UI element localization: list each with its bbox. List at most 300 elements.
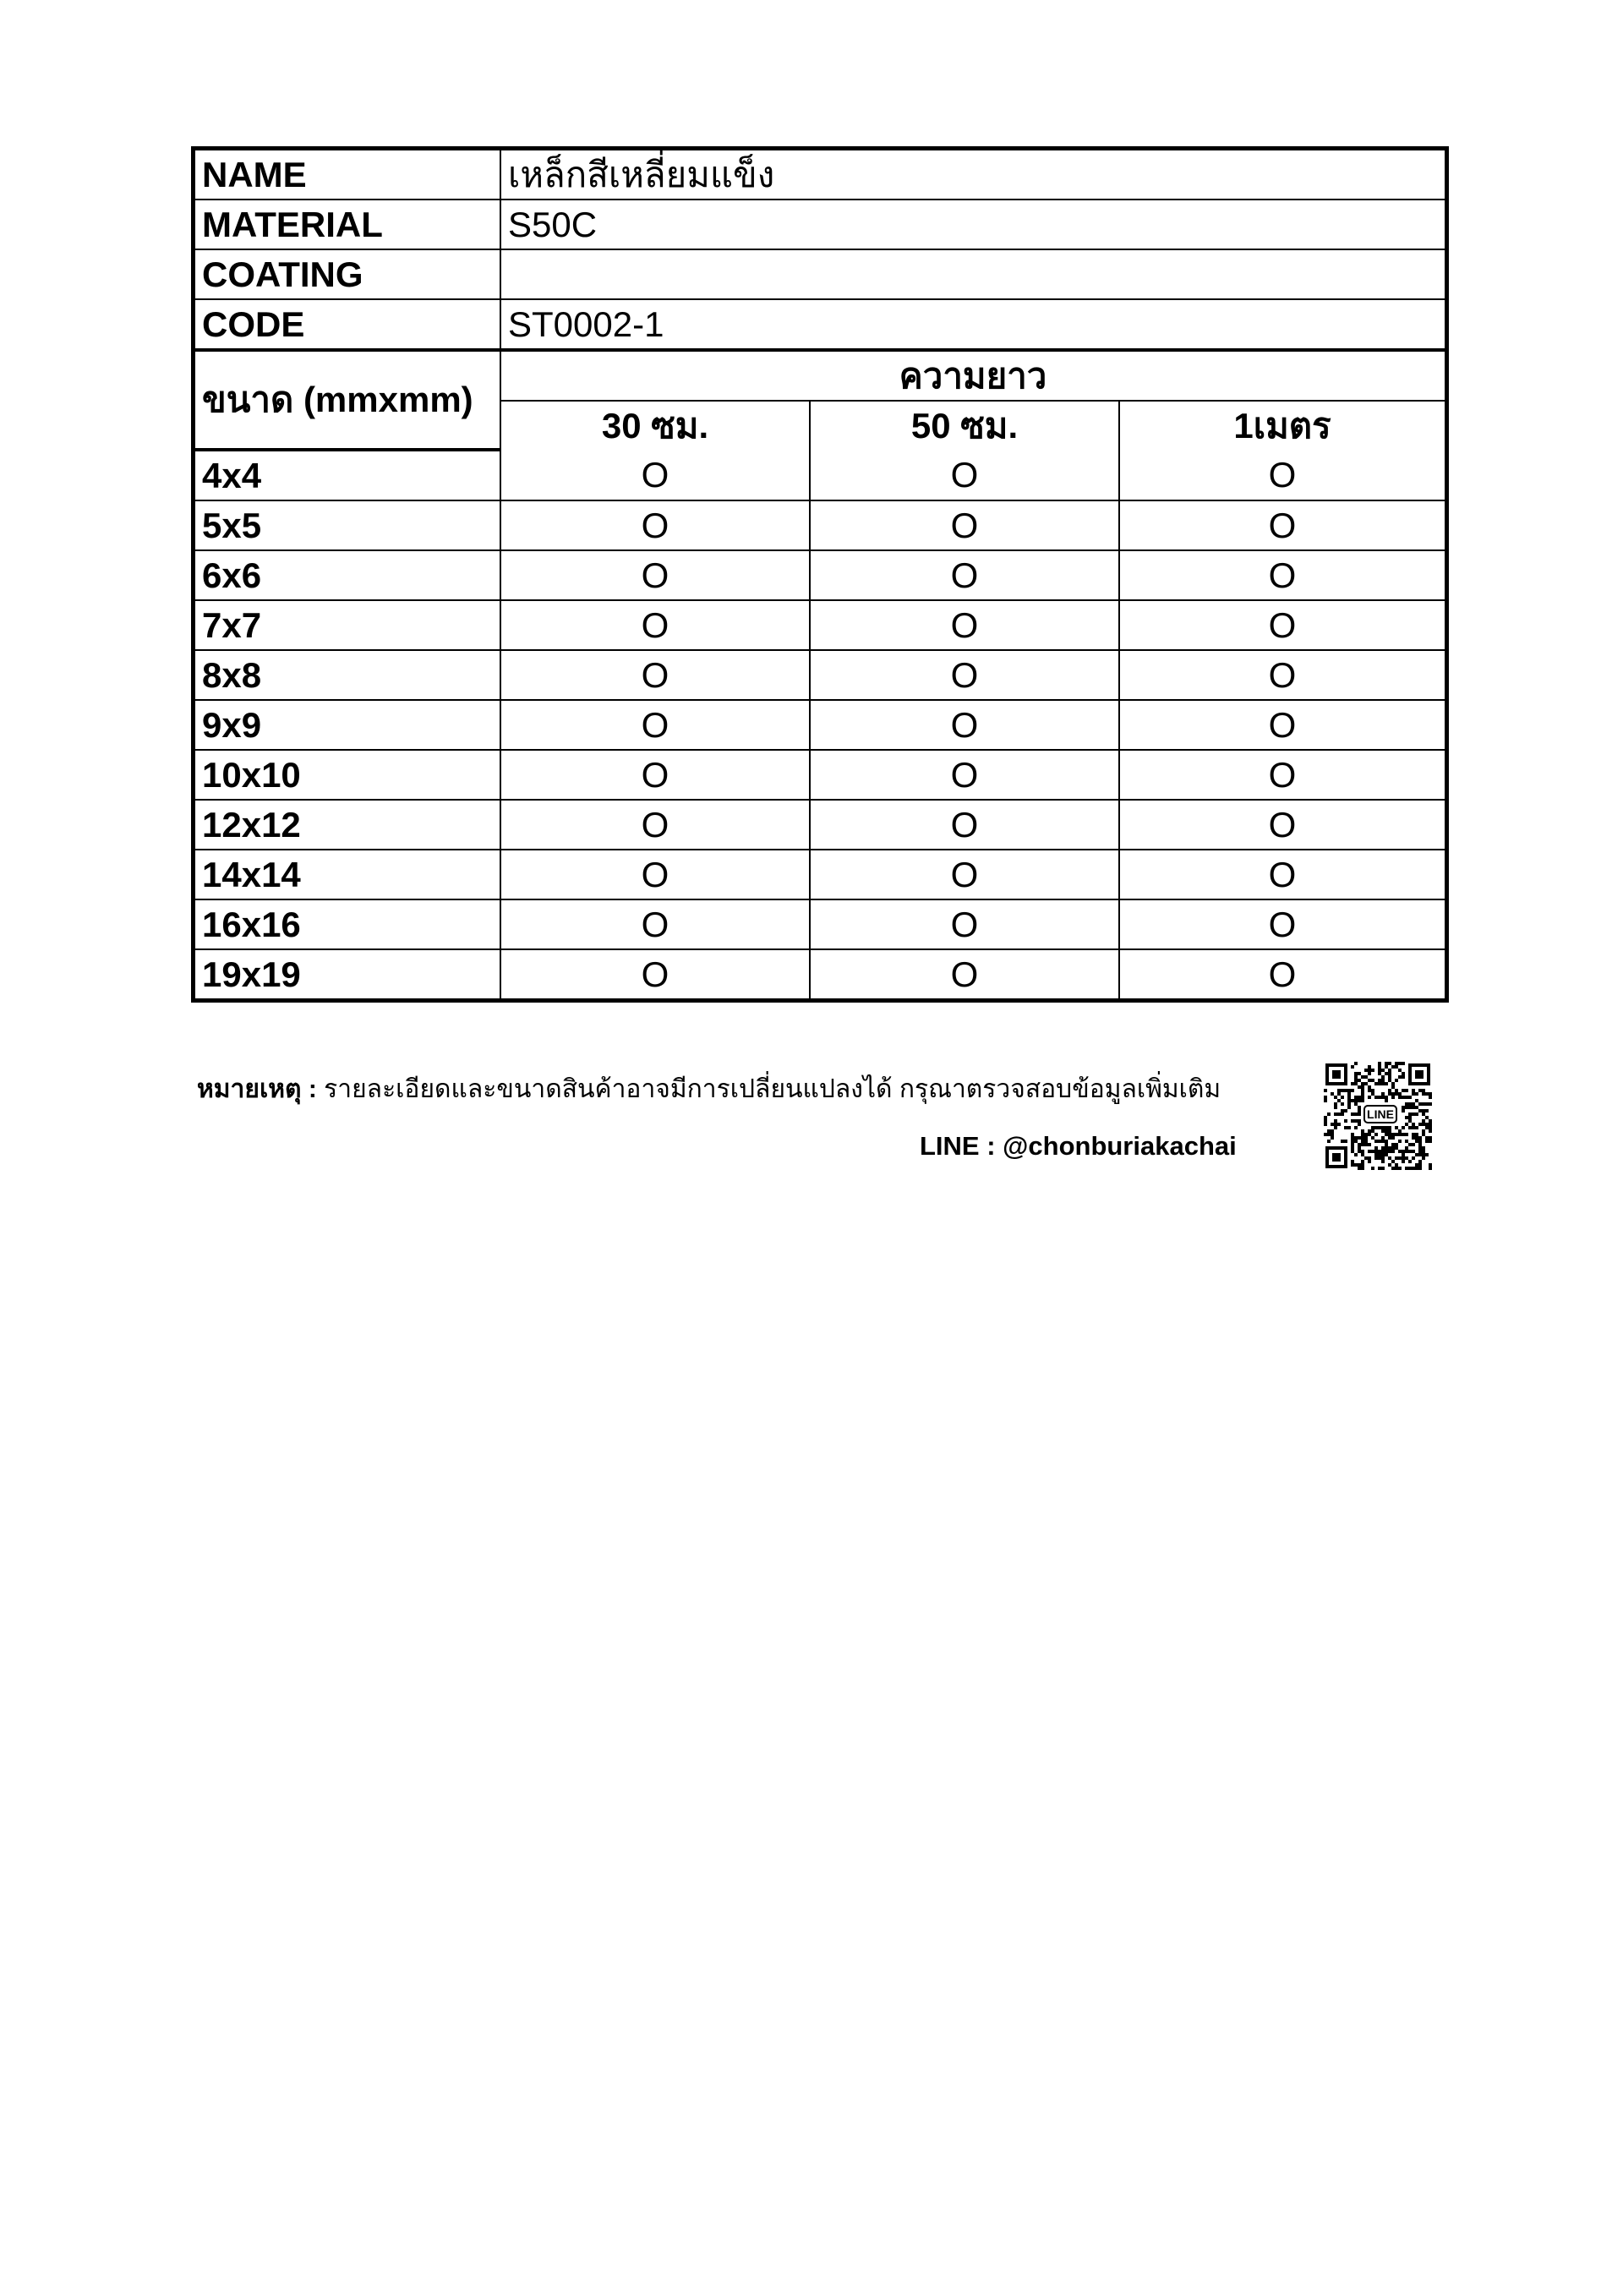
qr-module xyxy=(1391,1065,1395,1069)
qr-module xyxy=(1378,1079,1381,1082)
availability-mark: O xyxy=(1119,550,1445,600)
qr-module xyxy=(1374,1153,1378,1156)
qr-module xyxy=(1334,1123,1337,1126)
qr-module xyxy=(1364,1140,1368,1143)
qr-module xyxy=(1381,1136,1385,1140)
qr-module xyxy=(1422,1123,1425,1126)
qr-module xyxy=(1354,1136,1358,1140)
size-row xyxy=(195,450,1445,500)
qr-module xyxy=(1422,1129,1425,1133)
qr-module xyxy=(1331,1133,1334,1136)
qr-module xyxy=(1361,1160,1364,1163)
availability-mark: O xyxy=(1119,700,1445,750)
availability-mark: O xyxy=(500,550,810,600)
qr-module xyxy=(1354,1102,1358,1106)
qr-module xyxy=(1425,1126,1429,1129)
qr-module xyxy=(1418,1163,1422,1167)
note-label: หมายเหตุ : xyxy=(197,1075,317,1103)
qr-module xyxy=(1354,1119,1358,1123)
qr-module xyxy=(1371,1150,1374,1153)
qr-module xyxy=(1351,1143,1354,1146)
size-rows xyxy=(195,450,1445,998)
qr-module xyxy=(1405,1096,1408,1099)
qr-module xyxy=(1402,1106,1405,1109)
qr-module xyxy=(1408,1116,1412,1119)
qr-module xyxy=(1324,1099,1327,1102)
qr-module xyxy=(1354,1062,1358,1065)
qr-module xyxy=(1422,1119,1425,1123)
qr-module xyxy=(1364,1133,1368,1136)
qr-module xyxy=(1344,1109,1347,1112)
qr-module xyxy=(1374,1133,1378,1136)
qr-module xyxy=(1408,1106,1412,1109)
qr-module xyxy=(1391,1150,1395,1153)
qr-module xyxy=(1371,1089,1374,1092)
qr-module xyxy=(1368,1065,1371,1069)
qr-module xyxy=(1347,1092,1351,1096)
qr-module xyxy=(1351,1136,1354,1140)
qr-module xyxy=(1425,1116,1429,1119)
qr-module xyxy=(1412,1089,1415,1092)
length-header-row xyxy=(195,350,1445,401)
qr-module xyxy=(1418,1109,1422,1112)
qr-module xyxy=(1347,1102,1351,1106)
name-row xyxy=(195,150,1445,200)
qr-module xyxy=(1422,1092,1425,1096)
qr-module xyxy=(1337,1089,1341,1092)
qr-module xyxy=(1425,1102,1429,1106)
qr-module xyxy=(1381,1092,1385,1096)
qr-module xyxy=(1361,1140,1364,1143)
qr-module xyxy=(1358,1136,1361,1140)
qr-module xyxy=(1408,1160,1412,1163)
qr-module xyxy=(1422,1089,1425,1092)
qr-module xyxy=(1361,1082,1364,1085)
qr-module xyxy=(1361,1167,1364,1170)
qr-module xyxy=(1385,1065,1388,1069)
qr-module xyxy=(1371,1167,1374,1170)
qr-module xyxy=(1402,1075,1405,1079)
qr-module xyxy=(1422,1156,1425,1160)
qr-module xyxy=(1341,1140,1344,1143)
qr-module xyxy=(1324,1123,1327,1126)
qr-module xyxy=(1368,1129,1371,1133)
availability-mark: O xyxy=(1119,650,1445,700)
qr-module xyxy=(1408,1143,1412,1146)
size-row xyxy=(195,899,1445,949)
qr-module xyxy=(1398,1133,1402,1136)
qr-module xyxy=(1429,1136,1432,1140)
qr-module xyxy=(1429,1096,1432,1099)
qr-module xyxy=(1412,1133,1415,1136)
qr-finder-top-left xyxy=(1325,1063,1347,1085)
qr-module xyxy=(1371,1079,1374,1082)
qr-module xyxy=(1331,1123,1334,1126)
size-cell: 4x4 xyxy=(195,450,500,500)
qr-module xyxy=(1381,1150,1385,1153)
length-header: ความยาว xyxy=(500,350,1445,401)
availability-mark: O xyxy=(500,700,810,750)
qr-module xyxy=(1429,1140,1432,1143)
qr-module xyxy=(1374,1082,1378,1085)
qr-module xyxy=(1429,1167,1432,1170)
availability-mark: O xyxy=(1119,949,1445,998)
qr-module xyxy=(1381,1096,1385,1099)
qr-module xyxy=(1334,1119,1337,1123)
qr-module xyxy=(1391,1136,1395,1140)
qr-module xyxy=(1388,1156,1391,1160)
availability-mark: O xyxy=(1119,750,1445,800)
qr-module xyxy=(1405,1150,1408,1153)
qr-module xyxy=(1422,1146,1425,1150)
qr-module xyxy=(1395,1143,1398,1146)
availability-mark: O xyxy=(810,700,1119,750)
code-row xyxy=(195,299,1445,350)
qr-module xyxy=(1361,1099,1364,1102)
availability-mark: O xyxy=(810,450,1119,500)
qr-module xyxy=(1422,1102,1425,1106)
qr-module xyxy=(1388,1079,1391,1082)
qr-finder-bottom-left xyxy=(1325,1146,1347,1168)
qr-module xyxy=(1425,1136,1429,1140)
qr-module xyxy=(1381,1146,1385,1150)
qr-module xyxy=(1398,1167,1402,1170)
qr-module xyxy=(1398,1075,1402,1079)
availability-mark: O xyxy=(810,750,1119,800)
qr-module xyxy=(1327,1112,1331,1116)
qr-module xyxy=(1429,1123,1432,1126)
qr-module xyxy=(1385,1146,1388,1150)
qr-module xyxy=(1381,1160,1385,1163)
qr-module xyxy=(1341,1089,1344,1092)
qr-module xyxy=(1324,1133,1327,1136)
qr-module xyxy=(1381,1153,1385,1156)
qr-module xyxy=(1385,1143,1388,1146)
size-row xyxy=(195,600,1445,650)
qr-module xyxy=(1374,1146,1378,1150)
size-cell: 9x9 xyxy=(195,700,500,750)
qr-module xyxy=(1327,1140,1331,1143)
qr-module xyxy=(1351,1150,1354,1153)
qr-module xyxy=(1351,1099,1354,1102)
qr-module xyxy=(1354,1082,1358,1085)
qr-module xyxy=(1415,1153,1418,1156)
qr-module xyxy=(1408,1167,1412,1170)
qr-module xyxy=(1402,1072,1405,1075)
availability-mark: O xyxy=(500,800,810,850)
qr-module xyxy=(1415,1163,1418,1167)
qr-module xyxy=(1405,1146,1408,1150)
qr-module xyxy=(1358,1146,1361,1150)
note-text: รายละเอียดและขนาดสินค้าอาจมีการเปลี่ยนแปลงได้ กรุณาตรวจสอบข้อมูลเพิ่มเติม xyxy=(316,1075,1221,1103)
qr-module xyxy=(1371,1126,1374,1129)
qr-module xyxy=(1368,1143,1371,1146)
qr-module xyxy=(1391,1092,1395,1096)
qr-module xyxy=(1358,1099,1361,1102)
spec-sheet xyxy=(191,146,1449,1003)
qr-module xyxy=(1388,1092,1391,1096)
availability-mark: O xyxy=(810,650,1119,700)
availability-mark: O xyxy=(810,550,1119,600)
qr-module xyxy=(1378,1065,1381,1069)
qr-module xyxy=(1364,1069,1368,1072)
qr-module xyxy=(1324,1119,1327,1123)
material-label: MATERIAL xyxy=(195,200,500,249)
qr-module xyxy=(1391,1096,1395,1099)
size-cell: 16x16 xyxy=(195,899,500,949)
size-cell: 5x5 xyxy=(195,500,500,550)
qr-module xyxy=(1391,1133,1395,1136)
qr-module xyxy=(1402,1109,1405,1112)
column-header-30cm: 30 ซม. xyxy=(500,401,810,450)
qr-module xyxy=(1405,1102,1408,1106)
qr-module xyxy=(1374,1126,1378,1129)
availability-mark: O xyxy=(1119,500,1445,550)
qr-module xyxy=(1374,1150,1378,1153)
qr-module xyxy=(1388,1136,1391,1140)
qr-module xyxy=(1358,1096,1361,1099)
qr-module xyxy=(1358,1143,1361,1146)
availability-mark: O xyxy=(500,450,810,500)
qr-module xyxy=(1368,1133,1371,1136)
qr-module xyxy=(1418,1153,1422,1156)
qr-module xyxy=(1388,1163,1391,1167)
qr-module xyxy=(1398,1092,1402,1096)
qr-module xyxy=(1408,1096,1412,1099)
size-cell: 8x8 xyxy=(195,650,500,700)
qr-module xyxy=(1354,1112,1358,1116)
qr-module xyxy=(1368,1150,1371,1153)
qr-module xyxy=(1374,1140,1378,1143)
qr-module xyxy=(1347,1106,1351,1109)
qr-module xyxy=(1385,1099,1388,1102)
availability-mark: O xyxy=(1119,600,1445,650)
qr-module xyxy=(1347,1126,1351,1129)
qr-module xyxy=(1344,1119,1347,1123)
qr-module xyxy=(1388,1126,1391,1129)
qr-module xyxy=(1334,1102,1337,1106)
qr-module xyxy=(1371,1092,1374,1096)
qr-module xyxy=(1381,1079,1385,1082)
qr-module xyxy=(1381,1126,1385,1129)
qr-module xyxy=(1354,1075,1358,1079)
qr-module xyxy=(1341,1096,1344,1099)
qr-module xyxy=(1405,1133,1408,1136)
coating-row xyxy=(195,249,1445,299)
size-header: ขนาด (mmxmm) xyxy=(195,350,500,450)
qr-module xyxy=(1344,1089,1347,1092)
size-row xyxy=(195,500,1445,550)
qr-module xyxy=(1354,1072,1358,1075)
qr-module xyxy=(1398,1062,1402,1065)
qr-module xyxy=(1429,1119,1432,1123)
availability-mark: O xyxy=(500,650,810,700)
qr-module xyxy=(1385,1150,1388,1153)
qr-module xyxy=(1354,1126,1358,1129)
qr-module xyxy=(1368,1156,1371,1160)
qr-module xyxy=(1381,1167,1385,1170)
size-cell: 7x7 xyxy=(195,600,500,650)
qr-module xyxy=(1425,1092,1429,1096)
qr-module xyxy=(1402,1156,1405,1160)
qr-module xyxy=(1388,1133,1391,1136)
qr-module xyxy=(1405,1140,1408,1143)
qr-module xyxy=(1378,1069,1381,1072)
qr-module xyxy=(1402,1153,1405,1156)
qr-module xyxy=(1395,1089,1398,1092)
qr-module xyxy=(1385,1129,1388,1133)
column-header-1m: 1เมตร xyxy=(1119,401,1445,450)
qr-module xyxy=(1341,1109,1344,1112)
qr-module xyxy=(1361,1075,1364,1079)
qr-module xyxy=(1381,1140,1385,1143)
qr-module xyxy=(1351,1160,1354,1163)
qr-module xyxy=(1358,1123,1361,1126)
qr-module xyxy=(1344,1126,1347,1129)
qr-module xyxy=(1398,1140,1402,1143)
availability-mark: O xyxy=(1119,899,1445,949)
availability-mark: O xyxy=(810,600,1119,650)
qr-module xyxy=(1361,1153,1364,1156)
qr-module xyxy=(1388,1069,1391,1072)
qr-module xyxy=(1378,1096,1381,1099)
qr-module xyxy=(1351,1089,1354,1092)
size-row xyxy=(195,700,1445,750)
qr-module xyxy=(1381,1082,1385,1085)
qr-module xyxy=(1415,1140,1418,1143)
qr-module xyxy=(1351,1082,1354,1085)
qr-module xyxy=(1425,1109,1429,1112)
qr-module xyxy=(1391,1143,1395,1146)
qr-module xyxy=(1334,1106,1337,1109)
qr-module xyxy=(1412,1112,1415,1116)
qr-module xyxy=(1337,1123,1341,1126)
qr-module xyxy=(1378,1167,1381,1170)
qr-module xyxy=(1368,1096,1371,1099)
qr-module xyxy=(1378,1126,1381,1129)
size-cell: 19x19 xyxy=(195,949,500,998)
qr-module xyxy=(1361,1129,1364,1133)
qr-module xyxy=(1391,1167,1395,1170)
qr-module xyxy=(1398,1156,1402,1160)
qr-module xyxy=(1334,1096,1337,1099)
qr-module xyxy=(1422,1150,1425,1153)
qr-module xyxy=(1337,1099,1341,1102)
availability-mark: O xyxy=(810,500,1119,550)
qr-module xyxy=(1418,1146,1422,1150)
qr-module xyxy=(1385,1072,1388,1075)
availability-mark: O xyxy=(810,850,1119,899)
qr-module xyxy=(1361,1096,1364,1099)
size-cell: 10x10 xyxy=(195,750,500,800)
qr-module xyxy=(1395,1146,1398,1150)
qr-module xyxy=(1378,1140,1381,1143)
qr-module xyxy=(1331,1092,1334,1096)
qr-module xyxy=(1422,1112,1425,1116)
qr-module xyxy=(1412,1106,1415,1109)
qr-module xyxy=(1354,1099,1358,1102)
qr-module xyxy=(1364,1143,1368,1146)
qr-module xyxy=(1405,1156,1408,1160)
availability-mark: O xyxy=(500,600,810,650)
qr-module xyxy=(1405,1089,1408,1092)
qr-module xyxy=(1378,1153,1381,1156)
qr-module xyxy=(1368,1085,1371,1089)
qr-module xyxy=(1418,1140,1422,1143)
qr-module xyxy=(1385,1082,1388,1085)
qr-module xyxy=(1368,1160,1371,1163)
qr-module xyxy=(1341,1112,1344,1116)
qr-module xyxy=(1412,1126,1415,1129)
qr-module xyxy=(1395,1092,1398,1096)
qr-module xyxy=(1402,1126,1405,1129)
qr-module xyxy=(1368,1079,1371,1082)
qr-module xyxy=(1334,1126,1337,1129)
qr-module xyxy=(1368,1072,1371,1075)
name-value: เหล็กสีเหลี่ยมแข็ง xyxy=(500,150,1445,200)
qr-module xyxy=(1408,1150,1412,1153)
qr-module xyxy=(1415,1126,1418,1129)
qr-module xyxy=(1395,1133,1398,1136)
qr-module xyxy=(1391,1082,1395,1085)
availability-mark: O xyxy=(500,899,810,949)
qr-module xyxy=(1381,1156,1385,1160)
qr-module xyxy=(1402,1160,1405,1163)
size-row xyxy=(195,550,1445,600)
qr-module xyxy=(1385,1062,1388,1065)
material-value: S50C xyxy=(500,200,1445,249)
qr-module xyxy=(1429,1102,1432,1106)
availability-mark: O xyxy=(810,899,1119,949)
availability-mark: O xyxy=(1119,850,1445,899)
line-contact: LINE : @chonburiakachai xyxy=(920,1131,1237,1161)
qr-module xyxy=(1361,1150,1364,1153)
qr-module xyxy=(1361,1163,1364,1167)
qr-module xyxy=(1395,1167,1398,1170)
coating-value xyxy=(500,249,1445,299)
qr-module xyxy=(1324,1096,1327,1099)
qr-module xyxy=(1364,1156,1368,1160)
qr-module xyxy=(1385,1126,1388,1129)
qr-module xyxy=(1358,1150,1361,1153)
qr-module xyxy=(1378,1082,1381,1085)
name-label: NAME xyxy=(195,150,500,200)
qr-module xyxy=(1395,1079,1398,1082)
qr-module xyxy=(1402,1150,1405,1153)
qr-module xyxy=(1402,1062,1405,1065)
qr-module xyxy=(1412,1123,1415,1126)
qr-module xyxy=(1415,1133,1418,1136)
qr-module xyxy=(1388,1089,1391,1092)
qr-module xyxy=(1358,1085,1361,1089)
size-row xyxy=(195,800,1445,850)
qr-module xyxy=(1385,1133,1388,1136)
qr-module xyxy=(1412,1136,1415,1140)
qr-module xyxy=(1415,1112,1418,1116)
qr-module xyxy=(1412,1092,1415,1096)
qr-module xyxy=(1381,1129,1385,1133)
qr-module xyxy=(1425,1140,1429,1143)
qr-module xyxy=(1429,1126,1432,1129)
qr-module xyxy=(1364,1136,1368,1140)
qr-module xyxy=(1408,1119,1412,1123)
qr-module xyxy=(1395,1065,1398,1069)
qr-module xyxy=(1422,1153,1425,1156)
qr-module xyxy=(1347,1096,1351,1099)
qr-module xyxy=(1429,1129,1432,1133)
qr-module xyxy=(1429,1163,1432,1167)
qr-module xyxy=(1388,1129,1391,1133)
